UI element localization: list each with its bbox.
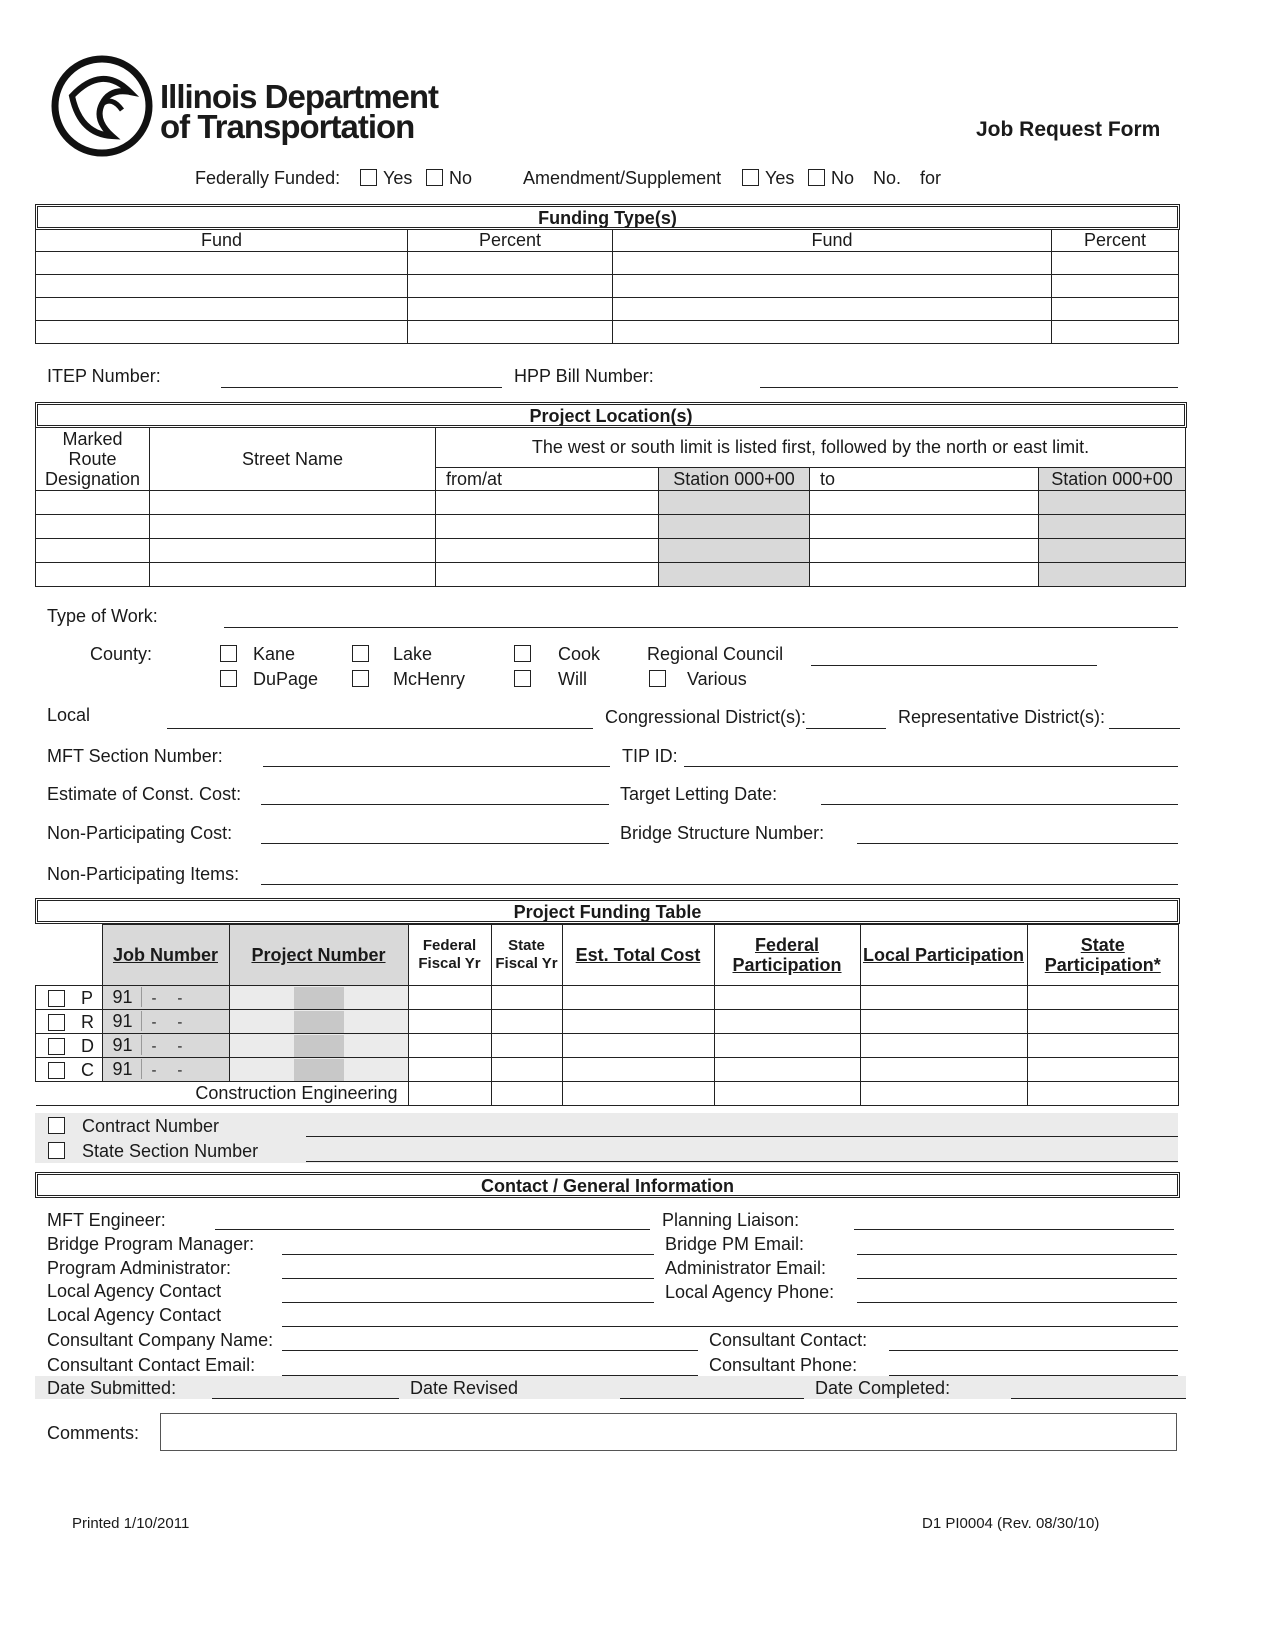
federally-funded-label: Federally Funded: xyxy=(195,168,341,188)
itep-label: ITEP Number: xyxy=(47,366,161,386)
fund-header-1: Fund xyxy=(36,230,408,252)
admin-email-field[interactable] xyxy=(857,1278,1177,1279)
cell[interactable] xyxy=(860,1058,1027,1082)
consultant-contact-field[interactable] xyxy=(889,1350,1178,1351)
representative-label: Representative District(s): xyxy=(898,707,1106,727)
station-cell[interactable] xyxy=(1039,515,1186,539)
representative-field[interactable] xyxy=(1109,728,1180,729)
bridge-structure-field[interactable] xyxy=(857,843,1178,844)
bridge-pm-email-field[interactable] xyxy=(857,1254,1177,1255)
job-prefix: 91 xyxy=(113,987,142,1007)
station-cell[interactable] xyxy=(1039,539,1186,563)
cell[interactable] xyxy=(562,1082,714,1106)
cell[interactable] xyxy=(714,1082,860,1106)
station-cell[interactable] xyxy=(659,491,810,515)
from-cell[interactable] xyxy=(436,515,659,539)
street-header: Street Name xyxy=(150,428,436,491)
estimate-label: Estimate of Const. Cost: xyxy=(47,784,242,804)
street-cell[interactable] xyxy=(150,539,436,563)
non-part-items-field[interactable] xyxy=(261,884,1178,885)
estimate-field[interactable] xyxy=(261,804,609,805)
percent-cell[interactable] xyxy=(408,252,613,275)
project-number-cell[interactable] xyxy=(229,1034,408,1058)
cell[interactable] xyxy=(408,1082,491,1106)
will-label: Will xyxy=(558,669,587,689)
will-checkbox[interactable] xyxy=(514,670,531,687)
comments-box[interactable] xyxy=(160,1413,1177,1451)
station-header-1: Station 000+00 xyxy=(659,468,810,491)
mft-engineer-field[interactable] xyxy=(215,1229,650,1230)
local-part-text: Local Participation xyxy=(862,945,1025,965)
mchenry-label: McHenry xyxy=(393,669,466,689)
amend-no-checkbox[interactable] xyxy=(808,169,825,186)
fed-yes-label: Yes xyxy=(383,168,413,188)
consultant-company-label: Consultant Company Name: xyxy=(47,1330,274,1350)
date-revised-label: Date Revised xyxy=(410,1378,519,1398)
dates-band xyxy=(35,1376,1186,1399)
congressional-field[interactable] xyxy=(806,728,886,729)
cell[interactable] xyxy=(491,986,562,1010)
est-total-header xyxy=(562,925,714,986)
station-cell[interactable] xyxy=(659,515,810,539)
blank-corner xyxy=(36,925,103,986)
consultant-contact-label: Consultant Contact: xyxy=(709,1330,868,1350)
cell[interactable] xyxy=(491,1010,562,1034)
cell[interactable] xyxy=(714,1010,860,1034)
job-number-text: Job Number xyxy=(112,945,218,965)
mft-engineer-label: MFT Engineer: xyxy=(47,1210,166,1230)
job-dashes: - - xyxy=(151,990,183,1007)
phase-letter: C xyxy=(81,1059,94,1080)
percent-cell[interactable] xyxy=(1052,275,1179,298)
job-prefix: 91 xyxy=(113,1011,142,1031)
percent-cell[interactable] xyxy=(1052,321,1179,344)
fund-cell[interactable] xyxy=(613,321,1052,344)
local-phone-field[interactable] xyxy=(857,1302,1177,1303)
local-contact-2-label: Local Agency Contact xyxy=(47,1305,222,1325)
percent-cell[interactable] xyxy=(408,275,613,298)
job-dashes: - - xyxy=(151,1062,183,1079)
mchenry-checkbox[interactable] xyxy=(352,670,369,687)
to-cell[interactable] xyxy=(810,515,1039,539)
cell[interactable] xyxy=(562,986,714,1010)
local-field[interactable] xyxy=(167,728,593,729)
non-part-cost-field[interactable] xyxy=(261,843,609,844)
amendment-label: Amendment/Supplement xyxy=(523,168,722,188)
dupage-checkbox[interactable] xyxy=(220,670,237,687)
org-name-line2: of Transportation xyxy=(160,108,415,145)
cell[interactable] xyxy=(714,1034,860,1058)
project-number-text: Project Number xyxy=(251,945,386,965)
street-cell[interactable] xyxy=(150,491,436,515)
fed-part-text: Federal Participation xyxy=(732,935,842,975)
tip-id-label: TIP ID: xyxy=(622,746,678,766)
state-section-checkbox[interactable] xyxy=(48,1142,65,1159)
non-part-cost-label: Non-Participating Cost: xyxy=(47,823,233,843)
cell[interactable] xyxy=(1027,1010,1179,1034)
street-cell[interactable] xyxy=(150,515,436,539)
job-dashes: - - xyxy=(151,1038,183,1055)
project-number-cell[interactable] xyxy=(229,986,408,1010)
phase-letter: R xyxy=(81,1011,94,1032)
date-revised-field[interactable] xyxy=(620,1398,804,1399)
congressional-label: Congressional District(s): xyxy=(605,707,807,727)
contract-number-checkbox[interactable] xyxy=(48,1117,65,1134)
date-submitted-field[interactable] xyxy=(212,1398,399,1399)
cell[interactable] xyxy=(860,986,1027,1010)
job-dashes: - - xyxy=(151,1014,183,1031)
target-letting-label: Target Letting Date: xyxy=(620,784,778,804)
planning-liaison-label: Planning Liaison: xyxy=(662,1210,800,1230)
various-label: Various xyxy=(687,669,747,689)
cell[interactable] xyxy=(860,1010,1027,1034)
station-cell[interactable] xyxy=(659,539,810,563)
program-admin-field[interactable] xyxy=(282,1278,654,1279)
form-id: D1 PI0004 (Rev. 08/30/10) xyxy=(922,1515,1100,1532)
date-completed-field[interactable] xyxy=(1011,1398,1186,1399)
comments-label: Comments: xyxy=(47,1423,140,1443)
route-cell[interactable] xyxy=(36,563,150,587)
phase-p-checkbox[interactable] xyxy=(48,990,65,1007)
cell[interactable] xyxy=(491,1058,562,1082)
fund-cell[interactable] xyxy=(613,298,1052,321)
project-number-cell[interactable] xyxy=(229,1010,408,1034)
project-locations-title: Project Location(s) xyxy=(35,402,1187,428)
org-name-line1: Illinois Department xyxy=(160,78,439,115)
cell[interactable] xyxy=(1027,1058,1179,1082)
planning-liaison-field[interactable] xyxy=(854,1229,1174,1230)
funding-types-table xyxy=(35,229,1179,344)
fund-cell[interactable] xyxy=(36,252,408,275)
idot-logo xyxy=(50,54,154,158)
bridge-structure-label: Bridge Structure Number: xyxy=(620,823,825,843)
state-section-field[interactable] xyxy=(306,1161,1178,1162)
bridge-pm-label: Bridge Program Manager: xyxy=(47,1234,255,1254)
percent-header-2: Percent xyxy=(1052,230,1179,252)
cell[interactable] xyxy=(562,1058,714,1082)
fed-no-checkbox[interactable] xyxy=(426,169,443,186)
cell[interactable] xyxy=(1027,1034,1179,1058)
state-part-text: State Participation* xyxy=(1044,935,1161,975)
bridge-pm-field[interactable] xyxy=(282,1254,654,1255)
state-fiscal-header: State Fiscal Yr xyxy=(491,925,562,986)
cell[interactable] xyxy=(714,1058,860,1082)
consultant-phone-label: Consultant Phone: xyxy=(709,1355,858,1375)
form-title: Job Request Form xyxy=(976,118,1161,141)
percent-cell[interactable] xyxy=(408,298,613,321)
fed-part-header xyxy=(714,925,860,986)
phase-d-checkbox[interactable] xyxy=(48,1038,65,1055)
target-letting-field[interactable] xyxy=(821,804,1178,805)
fund-header-2: Fund xyxy=(613,230,1052,252)
kane-label: Kane xyxy=(253,644,296,664)
local-phone-label: Local Agency Phone: xyxy=(665,1282,835,1302)
project-number-header xyxy=(229,925,408,986)
percent-cell[interactable] xyxy=(408,321,613,344)
tip-id-field[interactable] xyxy=(684,766,1178,767)
station-cell[interactable] xyxy=(1039,491,1186,515)
job-number-cell[interactable] xyxy=(102,986,229,1010)
local-part-header xyxy=(860,925,1027,986)
program-admin-label: Program Administrator: xyxy=(47,1258,232,1278)
fed-yes-checkbox[interactable] xyxy=(360,169,377,186)
various-checkbox[interactable] xyxy=(649,670,666,687)
consultant-company-field[interactable] xyxy=(282,1350,698,1351)
amend-yes-label: Yes xyxy=(765,168,795,188)
for-label: for xyxy=(920,168,942,188)
to-header: to xyxy=(810,468,1039,491)
type-of-work-field[interactable] xyxy=(224,627,1178,628)
fund-cell[interactable] xyxy=(36,298,408,321)
mft-section-label: MFT Section Number: xyxy=(47,746,223,766)
cell[interactable] xyxy=(860,1082,1027,1106)
consultant-email-label: Consultant Contact Email: xyxy=(47,1355,256,1375)
cell[interactable] xyxy=(1027,1082,1179,1106)
percent-cell[interactable] xyxy=(1052,252,1179,275)
job-number-header xyxy=(102,925,229,986)
fund-cell[interactable] xyxy=(613,275,1052,298)
state-section-label: State Section Number xyxy=(82,1141,259,1161)
job-number-cell[interactable] xyxy=(102,1034,229,1058)
fund-cell[interactable] xyxy=(36,321,408,344)
bridge-pm-email-label: Bridge PM Email: xyxy=(665,1234,805,1254)
phase-letter: P xyxy=(81,987,94,1008)
to-cell[interactable] xyxy=(810,563,1039,587)
contract-number-field[interactable] xyxy=(306,1136,1178,1137)
fed-fiscal-header: Federal Fiscal Yr xyxy=(408,925,491,986)
regional-council-label: Regional Council xyxy=(647,644,784,664)
non-part-items-label: Non-Participating Items: xyxy=(47,864,240,884)
project-locations-table xyxy=(35,427,1186,587)
cell[interactable] xyxy=(491,1082,562,1106)
project-funding-table xyxy=(35,924,1179,1106)
phase-cell xyxy=(36,1010,103,1034)
number-label: No. xyxy=(873,168,902,188)
cell[interactable] xyxy=(714,986,860,1010)
local-contact-1-field[interactable] xyxy=(282,1302,654,1303)
cell[interactable] xyxy=(408,1034,491,1058)
kane-checkbox[interactable] xyxy=(220,645,237,662)
cell[interactable] xyxy=(562,1010,714,1034)
mft-section-field[interactable] xyxy=(263,766,610,767)
route-cell[interactable] xyxy=(36,491,150,515)
station-cell[interactable] xyxy=(659,563,810,587)
cell[interactable] xyxy=(408,1010,491,1034)
phase-cell xyxy=(36,986,103,1010)
from-at-header: from/at xyxy=(436,468,659,491)
fund-cell[interactable] xyxy=(36,275,408,298)
amend-no-label: No xyxy=(831,168,855,188)
printed-date: Printed 1/10/2011 xyxy=(72,1515,190,1532)
cook-label: Cook xyxy=(558,644,601,664)
project-funding-title: Project Funding Table xyxy=(35,898,1180,924)
county-label: County: xyxy=(90,644,153,664)
to-cell[interactable] xyxy=(810,539,1039,563)
from-cell[interactable] xyxy=(436,539,659,563)
fund-cell[interactable] xyxy=(613,252,1052,275)
est-total-text: Est. Total Cost xyxy=(575,945,701,965)
local-contact-1-label: Local Agency Contact xyxy=(47,1281,222,1301)
limit-note: The west or south limit is listed first, followed by the north or east limit. xyxy=(436,428,1186,468)
route-cell[interactable] xyxy=(36,515,150,539)
route-cell[interactable] xyxy=(36,539,150,563)
contract-number-label: Contract Number xyxy=(82,1116,220,1136)
to-cell[interactable] xyxy=(810,491,1039,515)
phase-cell xyxy=(36,1058,103,1082)
project-number-cell[interactable] xyxy=(229,1058,408,1082)
percent-cell[interactable] xyxy=(1052,298,1179,321)
station-cell[interactable] xyxy=(1039,563,1186,587)
percent-header-1: Percent xyxy=(408,230,613,252)
hpp-label: HPP Bill Number: xyxy=(514,366,654,386)
cell[interactable] xyxy=(408,1058,491,1082)
hpp-field[interactable] xyxy=(760,387,1178,388)
lake-checkbox[interactable] xyxy=(352,645,369,662)
route-header: Marked Route Designation xyxy=(36,428,150,491)
cell[interactable] xyxy=(408,986,491,1010)
from-cell[interactable] xyxy=(436,563,659,587)
station-header-2: Station 000+00 xyxy=(1039,468,1186,491)
state-part-header xyxy=(1027,925,1179,986)
regional-council-field[interactable] xyxy=(811,665,1097,666)
cook-checkbox[interactable] xyxy=(514,645,531,662)
cell[interactable] xyxy=(1027,986,1179,1010)
phase-cell xyxy=(36,1034,103,1058)
contact-title: Contact / General Information xyxy=(35,1172,1180,1198)
lake-label: Lake xyxy=(393,644,433,664)
street-cell[interactable] xyxy=(150,563,436,587)
ce-label: Construction Engineering xyxy=(36,1082,409,1106)
job-prefix: 91 xyxy=(113,1059,142,1079)
phase-c-checkbox[interactable] xyxy=(48,1062,65,1079)
local-contact-2-field[interactable] xyxy=(282,1326,1178,1327)
admin-email-label: Administrator Email: xyxy=(665,1258,827,1278)
funding-types-title: Funding Type(s) xyxy=(35,204,1180,230)
date-submitted-label: Date Submitted: xyxy=(47,1378,177,1398)
cell[interactable] xyxy=(562,1034,714,1058)
cell[interactable] xyxy=(860,1034,1027,1058)
cell[interactable] xyxy=(491,1034,562,1058)
from-cell[interactable] xyxy=(436,491,659,515)
fed-no-label: No xyxy=(449,168,473,188)
dupage-label: DuPage xyxy=(253,669,319,689)
amend-yes-checkbox[interactable] xyxy=(742,169,759,186)
job-number-cell[interactable] xyxy=(102,1010,229,1034)
local-label: Local xyxy=(47,705,91,725)
date-completed-label: Date Completed: xyxy=(815,1378,951,1398)
job-prefix: 91 xyxy=(113,1035,142,1055)
phase-letter: D xyxy=(81,1035,94,1056)
job-number-cell[interactable] xyxy=(102,1058,229,1082)
type-of-work-label: Type of Work: xyxy=(47,606,158,626)
phase-r-checkbox[interactable] xyxy=(48,1014,65,1031)
itep-field[interactable] xyxy=(221,387,502,388)
